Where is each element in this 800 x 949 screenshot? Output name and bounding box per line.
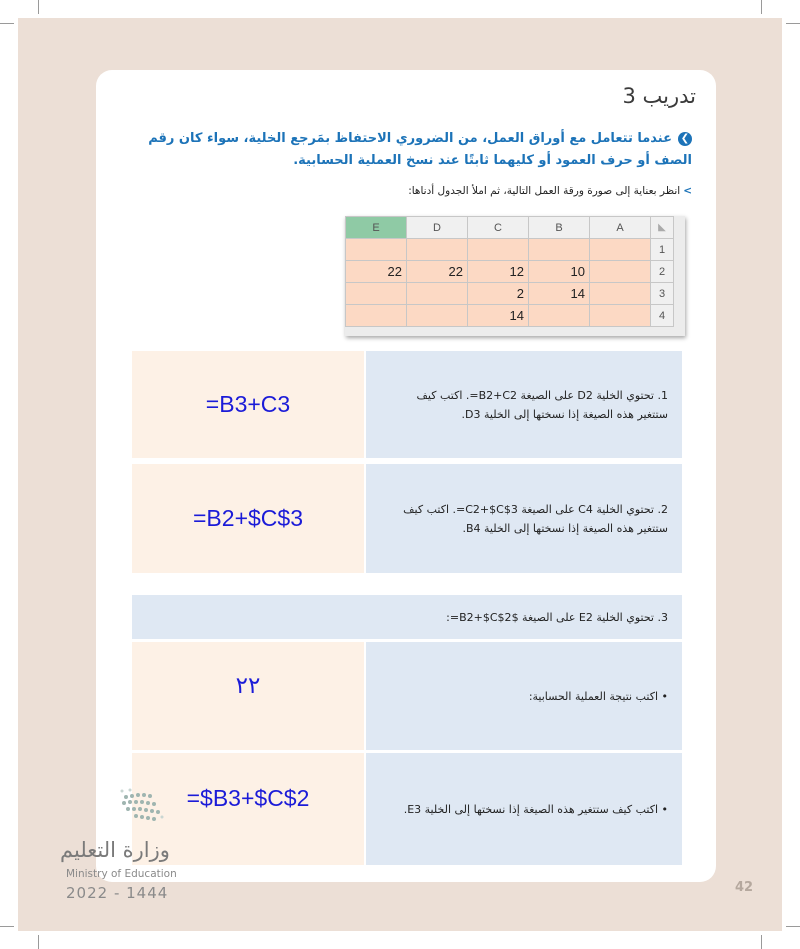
sheet-cell [407, 283, 468, 305]
page-title: تدريب 3 [622, 84, 696, 108]
ministry-logo-dots-icon [118, 787, 188, 827]
crop-mark [0, 926, 14, 927]
sheet-cell: 14 [529, 283, 590, 305]
edition-year: 2022 - 1444 [66, 884, 169, 902]
question-text-line: 1. تحتوي الخلية D2 على الصيغة B2+C2=. اكتب كيف [416, 388, 668, 402]
sheet-row [346, 239, 674, 261]
question-3a-row [132, 642, 682, 750]
sheet-cell [346, 239, 407, 261]
sheet-cell [529, 239, 590, 261]
crop-mark [38, 0, 39, 14]
sheet-row [346, 283, 674, 305]
sheet-cell [407, 305, 468, 327]
question-text-line: ستتغير هذه الصيغة إذا نسختها إلى الخلية D3. [461, 407, 668, 421]
sheet-row [346, 305, 674, 327]
sheet-cell [346, 305, 407, 327]
sheet-cell [590, 261, 651, 283]
column-header: D [407, 217, 468, 239]
question-text-line: ستتغير هذه الصيغة إذا نسختها إلى الخلية B4. [462, 521, 668, 535]
answer-field-q3b[interactable]: =$B3+$C$2 [132, 753, 364, 865]
question-2-text [366, 464, 682, 573]
crop-mark [38, 935, 39, 949]
row-header: 4 [651, 305, 674, 327]
sheet-cell: 22 [407, 261, 468, 283]
column-header-row [346, 217, 674, 239]
question-3b-row [132, 753, 682, 865]
crop-mark [786, 926, 800, 927]
select-all-corner-icon: ◣ [651, 217, 674, 239]
answer-field-q3a[interactable]: ٢٢ [132, 642, 364, 750]
crop-mark [786, 23, 800, 24]
sheet-row [346, 261, 674, 283]
sheet-cell: 22 [346, 261, 407, 283]
ministry-logo-english: Ministry of Education [66, 868, 177, 880]
chevron-bullet-icon: ❯ [678, 132, 692, 146]
question-2-row [132, 464, 682, 573]
column-header: E [346, 217, 407, 239]
row-header: 1 [651, 239, 674, 261]
sheet-cell: 12 [468, 261, 529, 283]
sheet-cell: 10 [529, 261, 590, 283]
ministry-logo-arabic: وزارة التعليم [60, 838, 170, 862]
question-text-line: 2. تحتوي الخلية C4 على الصيغة C2+$C$3=. اكتب كيف [403, 502, 668, 516]
question-1-row [132, 351, 682, 458]
sheet-cell [590, 239, 651, 261]
question-3-header-row [132, 595, 682, 639]
crop-mark [761, 0, 762, 14]
question-3-text: 3. تحتوي الخلية E2 على الصيغة $B2+$C$2=: [132, 595, 682, 639]
page-number: 42 [735, 880, 754, 895]
sheet-cell [590, 305, 651, 327]
instruction-text: انظر بعناية إلى صورة ورقة العمل التالية، ثم املأ الجدول أدناها: [408, 185, 681, 197]
answer-field-q2[interactable]: =B2+$C$3 [132, 464, 364, 573]
row-header: 2 [651, 261, 674, 283]
question-3a-text: • اكتب نتيجة العملية الحسابية: [366, 642, 682, 750]
question-3b-text: • اكتب كيف ستتغير هذه الصيغة إذا نسختها إلى الخلية E3. [366, 753, 682, 865]
column-header: B [529, 217, 590, 239]
column-header: A [590, 217, 651, 239]
intro-paragraph [132, 128, 692, 172]
intro-text: عندما تتعامل مع أوراق العمل، من الضروري الاحتفاظ بمَرجع الخلية، سواء كان رقم الصف أو حرف العمود أو كليهما ثابتًا عند نسخ العملية الحسابية. [148, 131, 692, 168]
sheet-cell: 14 [468, 305, 529, 327]
answer-field-q1[interactable]: =B3+C3 [132, 351, 364, 458]
column-header: C [468, 217, 529, 239]
spreadsheet-image [345, 216, 685, 336]
crop-mark [761, 935, 762, 949]
sheet-cell [529, 305, 590, 327]
sheet-cell: 2 [468, 283, 529, 305]
sheet-cell [468, 239, 529, 261]
question-1-text [366, 351, 682, 458]
sheet-cell [590, 283, 651, 305]
caret-icon: > [683, 185, 692, 197]
sheet-cell [346, 283, 407, 305]
row-header: 3 [651, 283, 674, 305]
spreadsheet-grid [345, 216, 674, 327]
crop-mark [0, 23, 14, 24]
instruction [408, 185, 692, 197]
sheet-cell [407, 239, 468, 261]
